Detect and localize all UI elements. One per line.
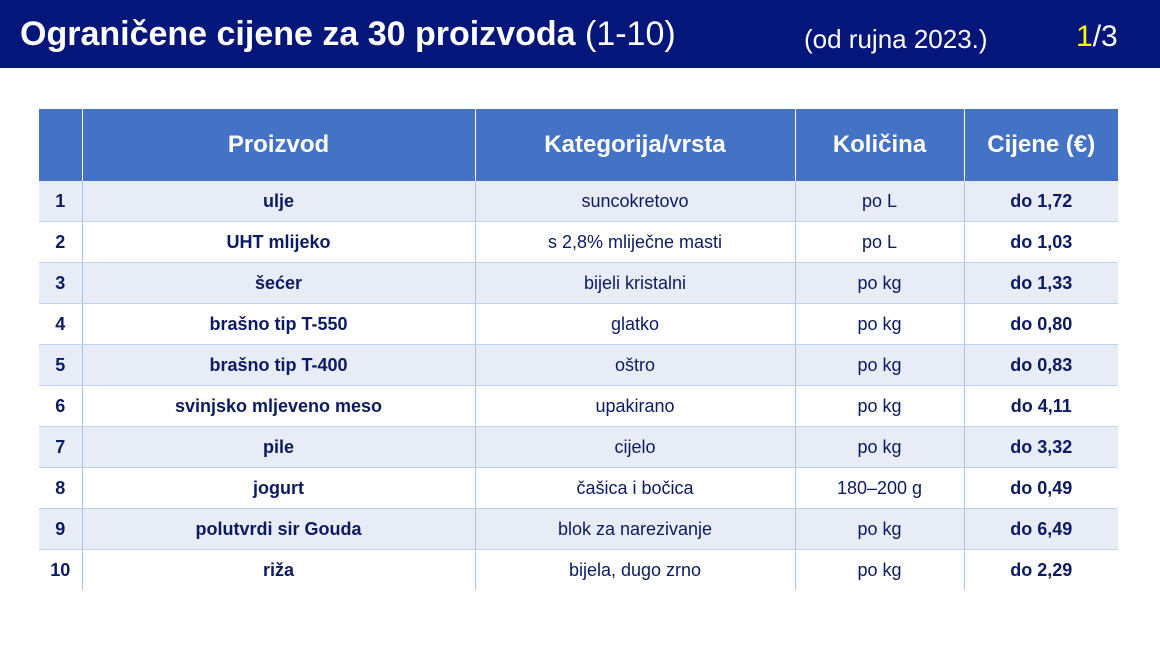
column-header-category: Kategorija/vrsta: [475, 109, 795, 181]
product-name: pile: [82, 427, 475, 468]
title-bar: [0, 0, 1160, 68]
product-category: cijelo: [475, 427, 795, 468]
product-category: bijeli kristalni: [475, 263, 795, 304]
product-name: jogurt: [82, 468, 475, 509]
product-price: do 1,03: [964, 222, 1118, 263]
product-quantity: po kg: [795, 509, 964, 550]
product-category: s 2,8% mliječne masti: [475, 222, 795, 263]
product-name: UHT mlijeko: [82, 222, 475, 263]
product-category: blok za narezivanje: [475, 509, 795, 550]
row-number: 7: [39, 427, 82, 468]
product-name: svinjsko mljeveno meso: [82, 386, 475, 427]
row-number: 8: [39, 468, 82, 509]
row-number: 6: [39, 386, 82, 427]
row-number: 10: [39, 550, 82, 591]
table-row: [39, 222, 1118, 263]
page-total: /3: [1092, 20, 1118, 53]
product-price: do 0,83: [964, 345, 1118, 386]
product-quantity: po kg: [795, 345, 964, 386]
page-indicator: [1076, 18, 1118, 56]
table-row: [39, 550, 1118, 591]
product-category: čašica i bočica: [475, 468, 795, 509]
table-row: [39, 427, 1118, 468]
product-price: do 2,29: [964, 550, 1118, 591]
product-quantity: po kg: [795, 427, 964, 468]
product-category: bijela, dugo zrno: [475, 550, 795, 591]
product-price: do 0,80: [964, 304, 1118, 345]
date-note: (od rujna 2023.): [804, 24, 988, 54]
column-header-quantity: Količina: [795, 109, 964, 181]
table-row: [39, 468, 1118, 509]
product-price: do 6,49: [964, 509, 1118, 550]
product-name: riža: [82, 550, 475, 591]
product-price: do 3,32: [964, 427, 1118, 468]
product-category: oštro: [475, 345, 795, 386]
table-row: [39, 181, 1118, 222]
product-quantity: po kg: [795, 263, 964, 304]
table-row: [39, 304, 1118, 345]
product-quantity: po kg: [795, 550, 964, 591]
row-number: 4: [39, 304, 82, 345]
row-number: 2: [39, 222, 82, 263]
column-header-price: Cijene (€): [964, 109, 1118, 181]
product-quantity: po L: [795, 222, 964, 263]
row-number: 3: [39, 263, 82, 304]
row-number: 5: [39, 345, 82, 386]
product-quantity: 180–200 g: [795, 468, 964, 509]
product-name: polutvrdi sir Gouda: [82, 509, 475, 550]
table-row: [39, 263, 1118, 304]
product-price: do 0,49: [964, 468, 1118, 509]
column-header-number: [39, 109, 82, 181]
page-title: [20, 14, 676, 54]
product-quantity: po kg: [795, 304, 964, 345]
product-quantity: po kg: [795, 386, 964, 427]
product-price: do 1,72: [964, 181, 1118, 222]
product-category: suncokretovo: [475, 181, 795, 222]
product-category: upakirano: [475, 386, 795, 427]
price-table: [39, 109, 1118, 590]
column-header-product: Proizvod: [82, 109, 475, 181]
table-row: [39, 386, 1118, 427]
page-current: 1: [1076, 20, 1093, 53]
product-name: šećer: [82, 263, 475, 304]
product-quantity: po L: [795, 181, 964, 222]
table-row: [39, 509, 1118, 550]
product-name: brašno tip T-400: [82, 345, 475, 386]
title-text: Ograničene cijene za 30 proizvoda: [20, 15, 576, 53]
row-number: 9: [39, 509, 82, 550]
product-name: brašno tip T-550: [82, 304, 475, 345]
product-category: glatko: [475, 304, 795, 345]
table-header-row: [39, 109, 1118, 181]
product-price: do 4,11: [964, 386, 1118, 427]
title-range: (1-10): [585, 15, 676, 53]
product-price: do 1,33: [964, 263, 1118, 304]
row-number: 1: [39, 181, 82, 222]
table-row: [39, 345, 1118, 386]
product-name: ulje: [82, 181, 475, 222]
